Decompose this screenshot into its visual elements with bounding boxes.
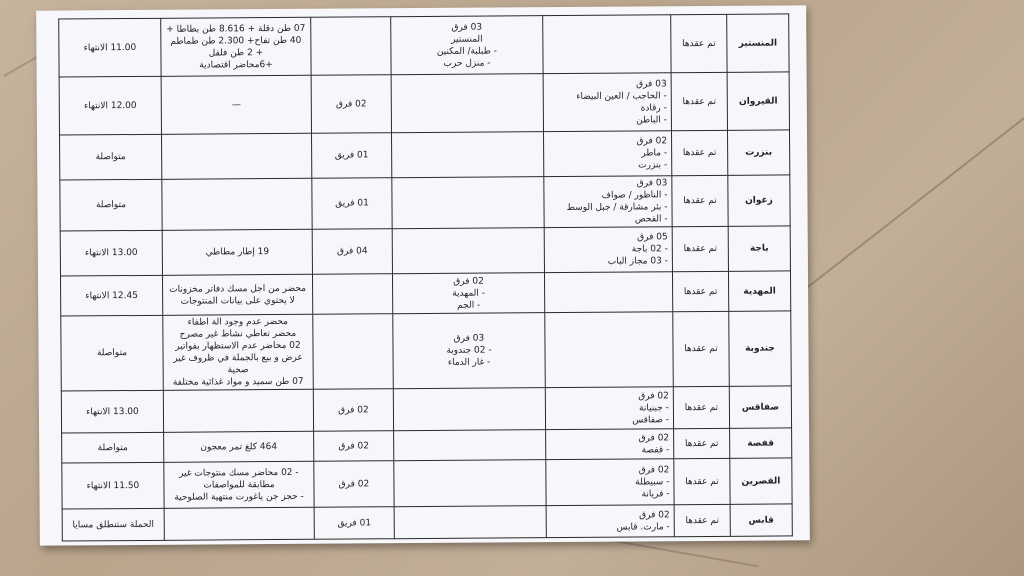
teams-cell [311,17,391,76]
end-time-cell: 11.50 الانتهاء [62,462,164,509]
teams-cell [394,506,546,539]
status-cell: تم عقدها [671,130,727,175]
governorate-cell: القصرين [730,458,792,504]
status-cell: تم عقدها [674,428,730,458]
status-cell: تم عقدها [672,271,728,311]
paper-sheet [36,5,810,545]
notes-cell: 19 إطار مطاطي [162,229,312,275]
status-cell: تم عقدها [674,458,730,504]
governorate-cell: صفاقس [729,386,791,428]
governorate-cell: بنزرت [727,130,789,175]
teams-cell: 02 فرق [311,75,391,134]
notes-cell: — [161,75,311,134]
end-time-cell: متواصلة [60,134,162,180]
teams-cell: 02 فرق - ماطر - بنزرت [543,131,671,177]
table-row [61,311,792,391]
governorate-cell: باجة [728,226,790,271]
teams-cell [392,132,544,178]
notes-cell: 464 كلغ تمر معجون [164,431,314,462]
governorate-cell: قابس [730,504,792,536]
teams-cell [392,228,544,274]
notes-cell [164,507,314,540]
table-row [59,14,789,77]
end-time-cell: متواصلة [62,432,164,463]
teams-cell: 01 فريق [312,133,392,179]
governorate-cell: المنستير [727,14,789,72]
table-row [60,175,790,231]
notes-cell: 07 طن دقلة + 8.616 طن بطاطا + 40 طن تفاح+ 2.300 طن طماطم + 2 طن فلفل +6محاضر اقتصادية [161,17,311,76]
table-row [60,130,790,180]
teams-cell: 02 فرق - المهدية - الجم [392,273,544,314]
end-time-cell: 13.00 الانتهاء [61,390,163,433]
end-time-cell: متواصلة [61,315,164,391]
notes-cell: محضر عدم وجود الة اطفاء محضر تعاطي نشاط غير مصرح 02 محاضر عدم الاستظهار بفواتير عرض و بيع بالجملة في ظروف غير صحية 07 طن سميد و مواد غذائية مختلفة [163,314,314,390]
table-row [62,504,792,541]
teams-cell [545,312,674,388]
teams-cell [394,460,546,507]
table-row [61,386,791,433]
governorate-cell: قفصة [730,428,792,458]
status-cell: تم عقدها [671,72,727,130]
table-row [59,72,789,135]
teams-cell [312,274,392,315]
end-time-cell: متواصلة [60,179,162,231]
teams-cell: 02 فرق [314,431,394,462]
status-cell: تم عقدها [671,14,727,72]
teams-cell: 02 فرق [314,461,394,508]
status-cell: تم عقدها [673,386,729,428]
status-cell: تم عقدها [674,504,730,536]
teams-cell: 03 فرق - الناظور / صواف - بئر مشارقة / جبل الوسط - الفحص [544,176,672,228]
teams-cell [391,74,543,133]
teams-cell [394,430,546,461]
teams-cell: 03 فرق - الحاجب / العين البيضاء - رقادة - الباطن [543,73,671,132]
teams-cell: 01 فريق [312,178,392,230]
teams-cell: 05 فرق - 02 باجة - 03 مجاز الباب [544,227,672,273]
end-time-cell: 12.00 الانتهاء [59,76,161,135]
teams-cell: 03 فرق المنستير - طبلبة/ المكنين - منزل حرب [391,16,543,75]
inspection-table [58,13,793,541]
teams-cell: 02 فرق - جبنيانة - صفاقس [545,387,673,430]
teams-cell [313,314,394,390]
teams-cell: 04 فرق [312,229,392,275]
governorate-cell: القيروان [727,72,789,130]
table-row [60,226,790,276]
status-cell: تم عقدها [672,226,728,271]
teams-cell: 01 فريق [314,507,394,540]
notes-cell [163,389,313,432]
end-time-cell: الحملة ستنطلق مسايا [62,508,164,541]
governorate-cell: جندوبة [729,311,792,386]
teams-cell: 03 فرق - 02 جندوبة - غار الدماء [393,313,546,389]
teams-cell [392,177,544,229]
notes-cell [162,178,312,230]
status-cell: تم عقدها [672,175,728,226]
teams-cell [393,388,545,431]
teams-cell: 02 فرق - سبيطلة - فريانة [546,459,674,506]
teams-cell: 02 فرق [313,389,393,432]
table-row [62,458,792,509]
end-time-cell: 12.45 الانتهاء [60,275,162,316]
governorate-cell: المهدية [728,271,790,311]
teams-cell [543,15,671,74]
floor-grout-line [789,116,1024,302]
end-time-cell: 11.00 الانتهاء [59,18,161,77]
table-row [60,271,790,316]
teams-cell: 02 فرق - مارث. قابس [546,505,674,538]
status-cell: تم عقدها [673,311,730,386]
governorate-cell: زغوان [728,175,790,226]
notes-cell: - 02 محاضر مسك منتوجات غير مطابقة للمواصفات - حجز جن ياغورت منتهية الصلوحية [164,461,314,508]
notes-cell [162,133,312,179]
teams-cell: 02 فرق - قفصة [546,429,674,460]
notes-cell: محضر من اجل مسك دفاتر مخزونات لا يحتوي على بيانات المنتوجات [162,274,312,315]
teams-cell [544,272,672,313]
end-time-cell: 13.00 الانتهاء [60,230,162,276]
